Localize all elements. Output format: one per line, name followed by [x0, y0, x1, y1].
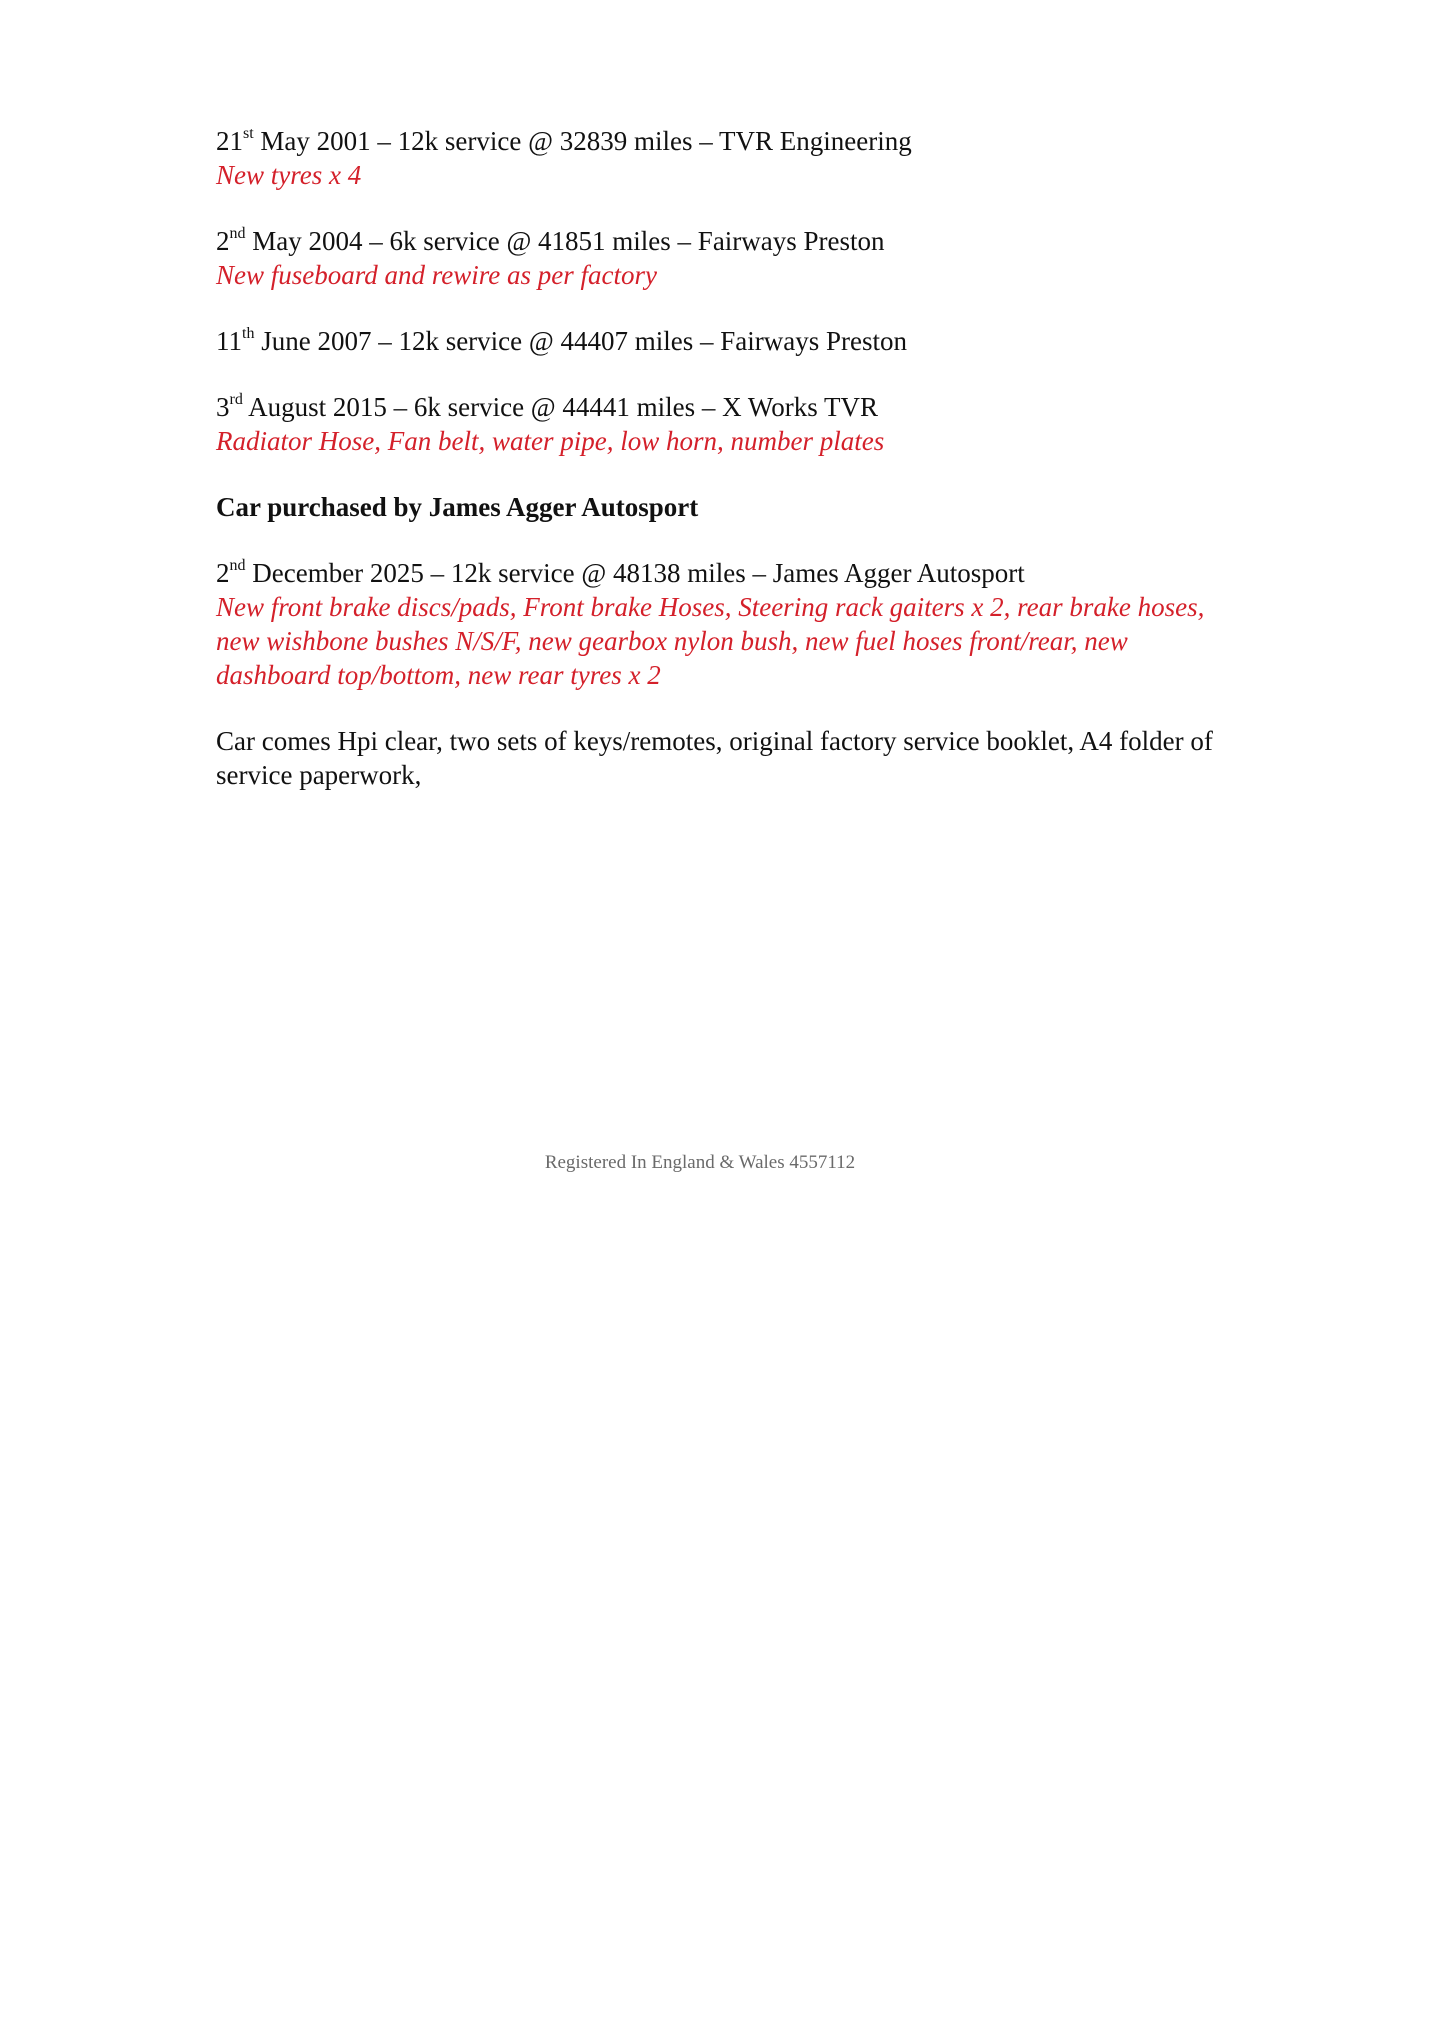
- day-suffix: nd: [229, 225, 246, 242]
- service-note: New front brake discs/pads, Front brake Hoses, Steering rack gaiters x 2, rear brake hoses, new wishbone bushes N/S/F, new gearbox nylon bush, new fuel hoses front/rear, new dashboard top/bottom, new rear tyres x 2: [216, 592, 1205, 690]
- service-details: August 2015 – 6k service @ 44441 miles – X Works TVR: [242, 392, 879, 422]
- service-note: New fuseboard and rewire as per factory: [216, 260, 657, 290]
- service-day: 11: [216, 326, 242, 356]
- day-suffix: rd: [229, 391, 243, 408]
- service-day: 2: [216, 558, 230, 588]
- service-day: 3: [216, 392, 230, 422]
- company-registration: Registered In England & Wales 4557112: [544, 1152, 856, 1173]
- service-line: [216, 556, 1236, 590]
- service-details: June 2007 – 12k service @ 44407 miles – Fairways Preston: [254, 326, 907, 356]
- service-entry-2001: [216, 124, 1236, 192]
- service-details: May 2001 – 12k service @ 32839 miles – TVR Engineering: [253, 126, 912, 156]
- closing-paragraph: Car comes Hpi clear, two sets of keys/remotes, original factory service booklet, A4 folder of service paperwork,: [216, 726, 1213, 790]
- service-line: [216, 224, 1236, 258]
- service-day: 2: [216, 226, 230, 256]
- service-day: 21: [216, 126, 243, 156]
- service-line: [216, 124, 1236, 158]
- service-entry-2004: [216, 224, 1236, 292]
- service-entry-2007: [216, 324, 1236, 358]
- service-line: [216, 390, 1236, 424]
- purchase-heading: Car purchased by James Agger Autosport: [216, 492, 699, 522]
- service-note: Radiator Hose, Fan belt, water pipe, low horn, number plates: [216, 426, 885, 456]
- service-line: [216, 324, 1236, 358]
- day-suffix: th: [242, 325, 255, 342]
- service-note: New tyres x 4: [216, 160, 362, 190]
- service-history: [216, 124, 1236, 792]
- day-suffix: nd: [229, 557, 246, 574]
- service-entry-2015: [216, 390, 1236, 458]
- day-suffix: st: [243, 125, 254, 142]
- service-details: May 2004 – 6k service @ 41851 miles – Fairways Preston: [245, 226, 885, 256]
- service-details: December 2025 – 12k service @ 48138 miles – James Agger Autosport: [245, 558, 1025, 588]
- service-entry-2025: [216, 556, 1236, 692]
